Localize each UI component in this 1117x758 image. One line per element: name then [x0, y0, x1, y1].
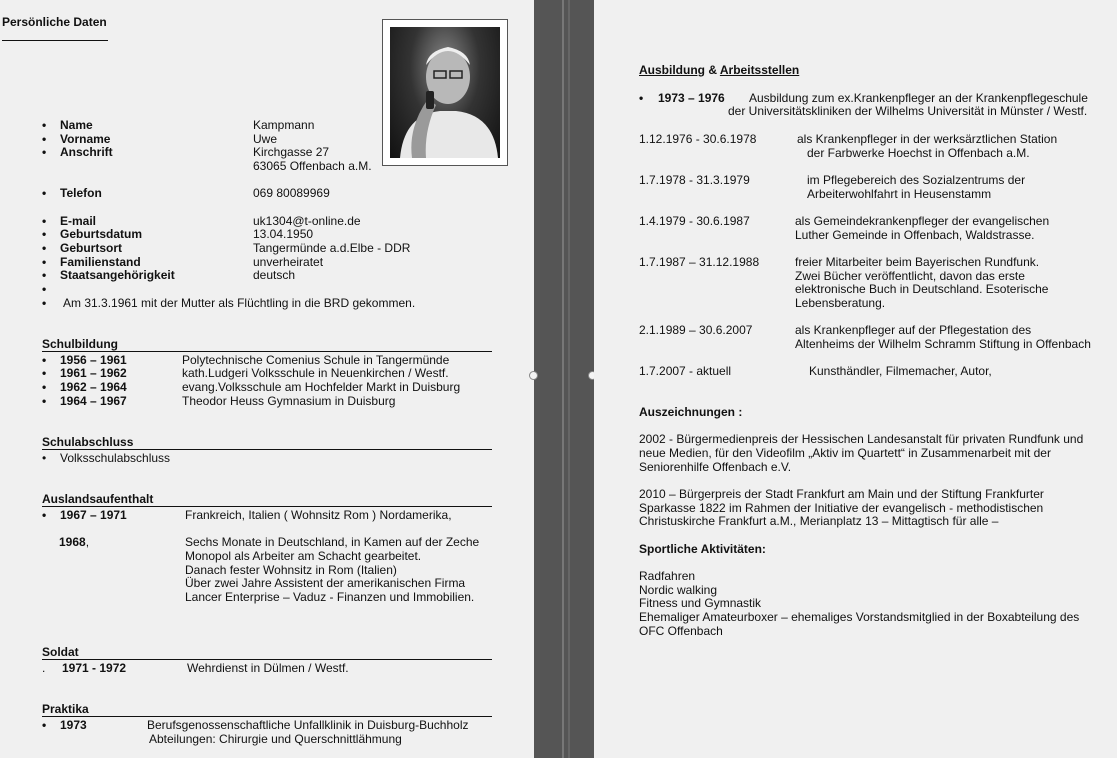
job-line: Zwei Bücher veröffentlicht, davon das erste	[795, 269, 1025, 283]
praktika-years: 1973	[60, 718, 87, 732]
value-geburtsdatum: 13.04.1950	[253, 227, 314, 241]
job-line: als Gemeindekrankenpfleger der evangelischen	[795, 214, 1050, 228]
section-title-schulbildung: Schulbildung	[42, 337, 118, 351]
bullet: •	[42, 241, 47, 255]
value-telefon: 069 80089969	[253, 186, 330, 200]
ausland-line: Sechs Monate in Deutschland, in Kamen auf der Zeche	[185, 535, 480, 549]
sports-title: Sportliche Aktivitäten:	[639, 542, 766, 556]
praktika-text-1: Berufsgenossenschaftliche Unfallklinik in Duisburg-Buchholz	[147, 718, 469, 732]
job-date: 1.7.1987 – 31.12.1988	[639, 255, 760, 269]
gutter-divider	[562, 0, 564, 758]
first-line-2: der Universitätskliniken der Wilhelms Universität in Münster / Westf.	[728, 104, 1088, 118]
soldat-years: 1971 - 1972	[62, 661, 127, 675]
job-line: Kunsthändler, Filmemacher, Autor,	[809, 364, 992, 378]
value-city: 63065 Offenbach a.M.	[253, 159, 372, 173]
job-line: der Farbwerke Hoechst in Offenbach a.M.	[807, 146, 1030, 160]
bullet: •	[42, 394, 47, 408]
label-geburtsdatum: Geburtsdatum	[60, 227, 143, 241]
award-line: neue Medien, für den Videofilm „Aktiv im Quartett“ in Zusammenarbeit mit der	[639, 446, 1051, 460]
first-line-1: Ausbildung zum ex.Krankenpfleger an der Krankenpflegeschule	[749, 91, 1088, 105]
value-name: Kampmann	[253, 118, 315, 132]
bullet: •	[42, 227, 47, 241]
job-line: im Pflegebereich des Sozialzentrums der	[807, 173, 1026, 187]
label-vorname: Vorname	[60, 132, 111, 146]
bullet: •	[42, 718, 47, 732]
job-line: als Krankenpfleger in der werksärztlichen Station	[797, 132, 1058, 146]
page-gutter	[534, 0, 594, 758]
school-years: 1956 – 1961	[60, 353, 127, 367]
school-name: evang.Volksschule am Hochfelder Markt in Duisburg	[182, 380, 461, 394]
education-heading: Ausbildung & Arbeitsstellen	[639, 63, 800, 77]
award-line: Seniorenhilfe Offenbach e.V.	[639, 460, 792, 474]
sport-item: Ehemaliger Amateurboxer – ehemaliges Vorstandsmitglied in der Boxabteilung des	[639, 610, 1080, 624]
page-handle-left[interactable]	[529, 371, 538, 380]
value-street: Kirchgasse 27	[253, 145, 330, 159]
bullet: •	[42, 296, 47, 310]
ausland-text-1: Frankreich, Italien ( Wohnsitz Rom ) Nordamerika,	[185, 508, 452, 522]
personal-data-heading: Persönliche Daten	[2, 15, 107, 29]
label-name: Name	[60, 118, 93, 132]
job-line: Arbeiterwohlfahrt in Heusenstamm	[807, 187, 992, 201]
sport-item: Fitness und Gymnastik	[639, 596, 762, 610]
value-geburtsort: Tangermünde a.d.Elbe - DDR	[253, 241, 411, 255]
bullet: •	[42, 214, 47, 228]
school-name: Theodor Heuss Gymnasium in Duisburg	[182, 394, 396, 408]
award-line: 2010 – Bürgerpreis der Stadt Frankfurt am Main und der Stiftung Frankfurter	[639, 487, 1044, 501]
heading-underline	[2, 40, 108, 41]
label-staatsangehoerigkeit: Staatsangehörigkeit	[60, 268, 175, 282]
praktika-text-2: Abteilungen: Chirurgie und Querschnittlähmung	[149, 732, 402, 746]
job-date: 2.1.1989 – 30.6.2007	[639, 323, 753, 337]
job-line: freier Mitarbeiter beim Bayerischen Rundfunk.	[795, 255, 1040, 269]
bullet: .	[42, 661, 46, 675]
bullet: •	[42, 145, 47, 159]
section-title-schulabschluss: Schulabschluss	[42, 435, 134, 449]
job-date: 1.7.1978 - 31.3.1979	[639, 173, 750, 187]
school-name: Polytechnische Comenius Schule in Tangermünde	[182, 353, 450, 367]
job-date: 1.4.1979 - 30.6.1987	[639, 214, 750, 228]
section-rule	[42, 449, 492, 450]
section-title-soldat: Soldat	[42, 645, 79, 659]
value-vorname: Uwe	[253, 132, 278, 146]
gutter-divider	[568, 0, 570, 758]
bullet: •	[42, 508, 47, 522]
first-years: 1973 – 1976	[658, 91, 725, 105]
bullet: •	[42, 186, 47, 200]
section-rule	[42, 716, 492, 717]
school-name: kath.Ludgeri Volksschule in Neuenkirchen / Westf.	[182, 366, 449, 380]
value-email: uk1304@t-online.de	[253, 214, 361, 228]
ausland-line: Danach fester Wohnsitz in Rom (Italien)	[185, 563, 397, 577]
label-geburtsort: Geburtsort	[60, 241, 123, 255]
award-line: 2002 - Bürgermedienpreis der Hessischen Landesanstalt für privaten Rundfunk und	[639, 432, 1084, 446]
portrait-photo-frame	[382, 19, 508, 166]
job-date: 1.12.1976 - 30.6.1978	[639, 132, 757, 146]
bullet: •	[42, 118, 47, 132]
bullet: •	[42, 380, 47, 394]
left-page	[0, 0, 534, 758]
award-line: Christuskirche Frankfurt a.M., Merianplatz 13 – Mittagtisch für alle –	[639, 514, 999, 528]
bullet: •	[42, 353, 47, 367]
ausland-line: Über zwei Jahre Assistent der amerikanischen Firma	[185, 576, 466, 590]
job-line: Altenheims der Wilhelm Schramm Stiftung in Offenbach	[795, 337, 1091, 351]
sport-item: Radfahren	[639, 569, 696, 583]
label-telefon: Telefon	[60, 186, 102, 200]
label-anschrift: Anschrift	[60, 145, 113, 159]
section-title-auslandsaufenthalt: Auslandsaufenthalt	[42, 492, 154, 506]
right-page	[594, 0, 1117, 758]
portrait-photo	[390, 27, 500, 158]
ausland-years-1: 1967 – 1971	[60, 508, 127, 522]
school-years: 1962 – 1964	[60, 380, 127, 394]
job-date: 1.7.2007 - aktuell	[639, 364, 732, 378]
ausland-line: Lancer Enterprise – Vaduz - Finanzen und Immobilien.	[185, 590, 475, 604]
value-familienstand: unverheiratet	[253, 255, 324, 269]
person-silhouette-icon	[390, 27, 500, 158]
award-line: Sparkasse 1822 im Rahmen der Initiative der evangelisch - methodistischen	[639, 501, 1044, 515]
job-line: als Krankenpfleger auf der Pflegestation des	[795, 323, 1032, 337]
job-line: elektronische Buch in Deutschland. Esoterische	[795, 282, 1049, 296]
bullet: •	[42, 366, 47, 380]
bullet: •	[42, 282, 47, 296]
value-staatsangehoerigkeit: deutsch	[253, 268, 296, 282]
section-rule	[42, 506, 492, 507]
bullet: •	[42, 451, 47, 465]
bullet: •	[42, 255, 47, 269]
school-years: 1964 – 1967	[60, 394, 127, 408]
awards-title: Auszeichnungen :	[639, 405, 743, 419]
label-email: E-mail	[60, 214, 97, 228]
schulabschluss-text: Volksschulabschluss	[60, 451, 171, 465]
job-line: Luther Gemeinde in Offenbach, Waldstrasse.	[795, 228, 1035, 242]
section-rule	[42, 659, 492, 660]
school-years: 1961 – 1962	[60, 366, 127, 380]
section-title-praktika: Praktika	[42, 702, 89, 716]
job-line: Lebensberatung.	[795, 296, 886, 310]
label-familienstand: Familienstand	[60, 255, 141, 269]
bullet: •	[639, 91, 644, 105]
bullet: •	[42, 132, 47, 146]
soldat-text: Wehrdienst in Dülmen / Westf.	[187, 661, 349, 675]
ausland-line: Monopol als Arbeiter am Schacht gearbeitet.	[185, 549, 422, 563]
section-rule	[42, 351, 492, 352]
ausland-years-2: 1968,	[59, 535, 90, 549]
sport-item: Nordic walking	[639, 583, 718, 597]
sport-item: OFC Offenbach	[639, 624, 723, 638]
bullet: •	[42, 268, 47, 282]
flight-note: Am 31.3.1961 mit der Mutter als Flüchtling in die BRD gekommen.	[63, 296, 416, 310]
